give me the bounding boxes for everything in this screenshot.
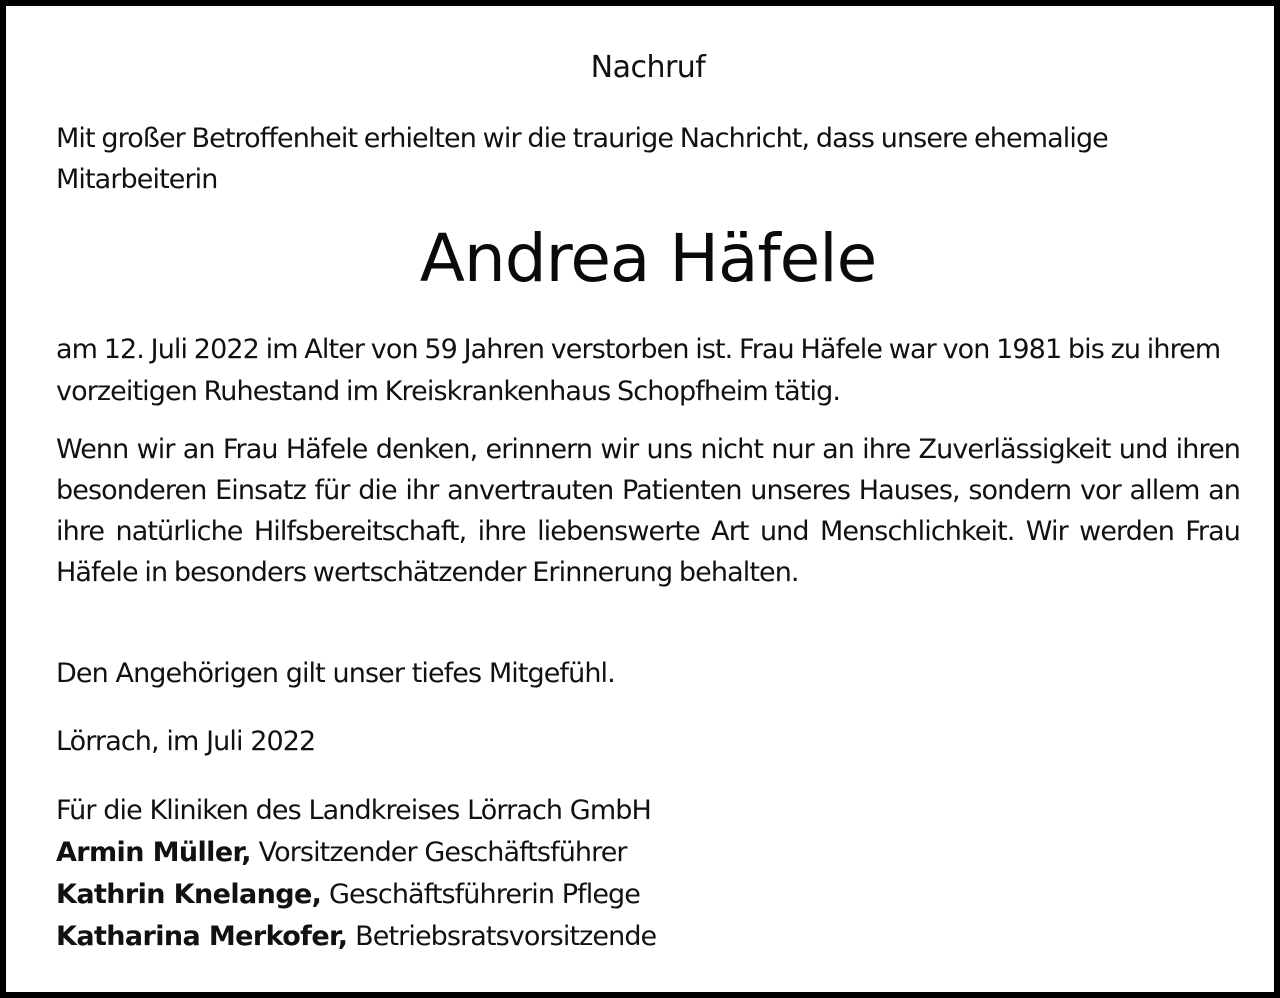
signatory-line	[56, 874, 1240, 916]
signatory-role: Vorsitzender Geschäftsführer	[250, 837, 627, 868]
signature-block	[56, 790, 1240, 958]
signatory-name: Kathrin Knelange,	[56, 879, 322, 910]
signatory-line	[56, 832, 1240, 874]
condolence-paragraph: Den Angehörigen gilt unser tiefes Mitgefühl.	[56, 658, 615, 689]
signatory-role: Geschäftsführerin Pflege	[321, 879, 640, 910]
signatory-name: Katharina Merkofer,	[56, 921, 348, 952]
intro-paragraph: Mit großer Betroffenheit erhielten wir die traurige Nachricht, dass unsere ehemalige Mitarbeiterin	[56, 123, 1108, 195]
signatory-name: Armin Müller,	[56, 837, 251, 868]
place-date: Lörrach, im Juli 2022	[56, 726, 316, 757]
remembrance-paragraph: Wenn wir an Frau Häfele denken, erinnern wir uns nicht nur an ihre Zuverlässigkeit und ihren besonderen Einsatz für die ihr anvertrauten Patienten unseres Hauses, sondern vor allem an ihre natürliche Hilfsbereitschaft, ihre liebenswerte Art und Menschlichkeit. Wir werden Frau Häfele in besonders wertschätzender Erinnerung behalten.	[56, 434, 1240, 588]
signatory-role: Betriebsratsvorsitzende	[347, 921, 657, 952]
signatory-line	[56, 916, 1240, 958]
deceased-name: Andrea Häfele	[419, 220, 877, 297]
obituary-heading: Nachruf	[590, 50, 706, 85]
organization-name: Für die Kliniken des Landkreises Lörrach GmbH	[56, 795, 651, 826]
death-details-paragraph: am 12. Juli 2022 im Alter von 59 Jahren verstorben ist. Frau Häfele war von 1981 bis zu ihrem vorzeitigen Ruhestand im Kreiskrankenhaus Schopfheim tätig.	[56, 334, 1221, 407]
